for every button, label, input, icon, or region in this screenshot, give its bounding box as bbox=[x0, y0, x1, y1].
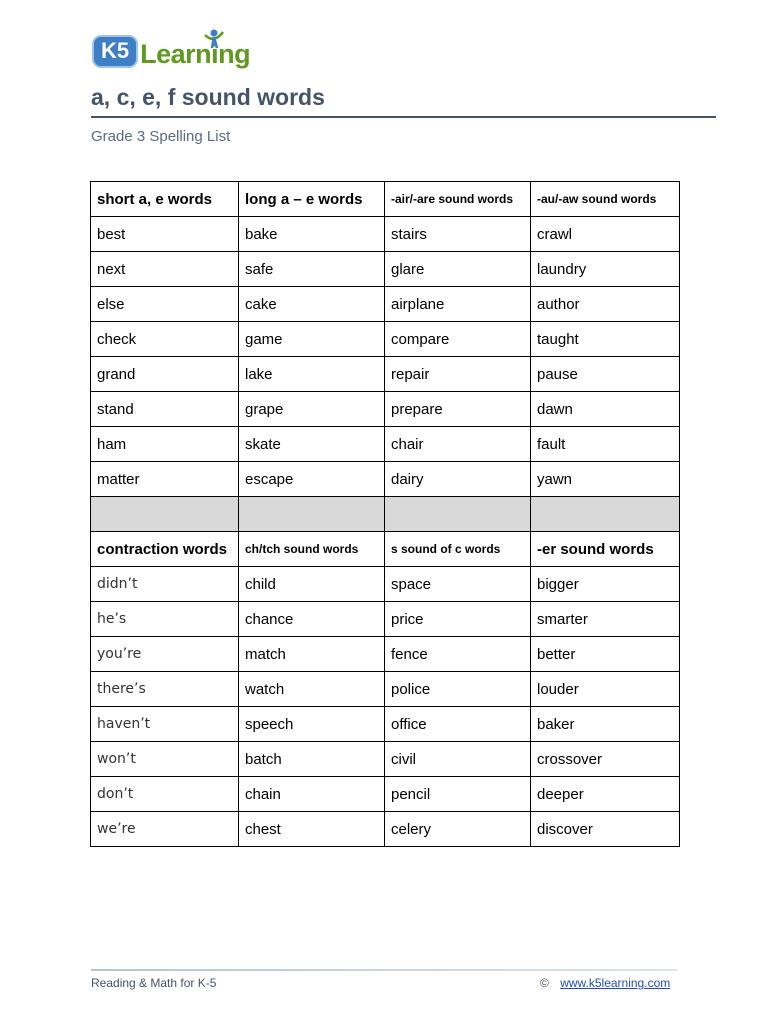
word-cell: price bbox=[385, 602, 531, 637]
word-cell: repair bbox=[385, 357, 531, 392]
word-cell: we’re bbox=[91, 812, 239, 847]
word-cell: smarter bbox=[531, 602, 680, 637]
word-cell: check bbox=[91, 322, 239, 357]
header-row bbox=[91, 532, 680, 567]
word-cell: deeper bbox=[531, 777, 680, 812]
table-row bbox=[91, 392, 680, 427]
column-header: ch/tch sound words bbox=[239, 532, 385, 567]
word-cell: pause bbox=[531, 357, 680, 392]
column-header: -er sound words bbox=[531, 532, 680, 567]
column-header: s sound of c words bbox=[385, 532, 531, 567]
word-cell: fault bbox=[531, 427, 680, 462]
table-row bbox=[91, 812, 680, 847]
word-cell: don’t bbox=[91, 777, 239, 812]
spacer-cell bbox=[385, 497, 531, 532]
column-header: -air/-are sound words bbox=[385, 182, 531, 217]
word-cell: better bbox=[531, 637, 680, 672]
word-cell: baker bbox=[531, 707, 680, 742]
word-cell: celery bbox=[385, 812, 531, 847]
word-cell: cake bbox=[239, 287, 385, 322]
word-cell: louder bbox=[531, 672, 680, 707]
k5-learning-logo bbox=[92, 28, 250, 72]
word-cell: lake bbox=[239, 357, 385, 392]
word-cell: prepare bbox=[385, 392, 531, 427]
k5learning-link[interactable]: www.k5learning.com bbox=[560, 976, 671, 990]
word-cell: speech bbox=[239, 707, 385, 742]
footer-tagline: Reading & Math for K-5 bbox=[91, 976, 217, 990]
logo-wordmark: Learning bbox=[140, 39, 251, 69]
header-row bbox=[91, 182, 680, 217]
word-cell: he’s bbox=[91, 602, 239, 637]
word-cell: yawn bbox=[531, 462, 680, 497]
word-cell: grand bbox=[91, 357, 239, 392]
spacer-cell bbox=[239, 497, 385, 532]
word-cell: crawl bbox=[531, 217, 680, 252]
word-cell: laundry bbox=[531, 252, 680, 287]
table-row bbox=[91, 742, 680, 777]
word-cell: child bbox=[239, 567, 385, 602]
word-cell: you’re bbox=[91, 637, 239, 672]
word-cell: didn’t bbox=[91, 567, 239, 602]
word-cell: author bbox=[531, 287, 680, 322]
section-spacer-row bbox=[91, 497, 680, 532]
word-cell: next bbox=[91, 252, 239, 287]
word-cell: skate bbox=[239, 427, 385, 462]
word-cell: compare bbox=[385, 322, 531, 357]
word-cell: ham bbox=[91, 427, 239, 462]
spelling-word-table bbox=[90, 181, 680, 847]
word-cell: haven’t bbox=[91, 707, 239, 742]
table-row bbox=[91, 672, 680, 707]
table-row bbox=[91, 322, 680, 357]
spelling-table-body bbox=[91, 182, 680, 847]
column-header: short a, e words bbox=[91, 182, 239, 217]
page-subtitle: Grade 3 Spelling List bbox=[91, 128, 231, 145]
word-cell: chain bbox=[239, 777, 385, 812]
word-cell: office bbox=[385, 707, 531, 742]
word-cell: matter bbox=[91, 462, 239, 497]
word-cell: escape bbox=[239, 462, 385, 497]
table-row bbox=[91, 427, 680, 462]
table-row bbox=[91, 217, 680, 252]
word-cell: batch bbox=[239, 742, 385, 777]
word-cell: game bbox=[239, 322, 385, 357]
word-cell: chair bbox=[385, 427, 531, 462]
footer-copyright bbox=[540, 976, 670, 990]
word-cell: crossover bbox=[531, 742, 680, 777]
column-header: contraction words bbox=[91, 532, 239, 567]
spacer-cell bbox=[531, 497, 680, 532]
footer-divider bbox=[91, 969, 677, 971]
table-row bbox=[91, 567, 680, 602]
word-cell: taught bbox=[531, 322, 680, 357]
table-row bbox=[91, 252, 680, 287]
table-row bbox=[91, 777, 680, 812]
word-cell: there’s bbox=[91, 672, 239, 707]
title-divider bbox=[91, 116, 716, 118]
word-cell: best bbox=[91, 217, 239, 252]
table-row bbox=[91, 462, 680, 497]
logo-figure-icon bbox=[202, 28, 226, 50]
word-cell: airplane bbox=[385, 287, 531, 322]
table-row bbox=[91, 287, 680, 322]
word-cell: civil bbox=[385, 742, 531, 777]
word-cell: bake bbox=[239, 217, 385, 252]
word-cell: discover bbox=[531, 812, 680, 847]
column-header: long a – e words bbox=[239, 182, 385, 217]
column-header: -au/-aw sound words bbox=[531, 182, 680, 217]
word-cell: glare bbox=[385, 252, 531, 287]
word-cell: safe bbox=[239, 252, 385, 287]
logo-k5-badge: K5 bbox=[92, 35, 138, 68]
word-cell: bigger bbox=[531, 567, 680, 602]
word-cell: dawn bbox=[531, 392, 680, 427]
word-cell: dairy bbox=[385, 462, 531, 497]
word-cell: won’t bbox=[91, 742, 239, 777]
table-row bbox=[91, 637, 680, 672]
word-cell: fence bbox=[385, 637, 531, 672]
copyright-symbol: © bbox=[540, 976, 549, 990]
word-cell: else bbox=[91, 287, 239, 322]
spacer-cell bbox=[91, 497, 239, 532]
table-row bbox=[91, 602, 680, 637]
word-cell: chance bbox=[239, 602, 385, 637]
page-title: a, c, e, f sound words bbox=[91, 84, 325, 110]
word-cell: watch bbox=[239, 672, 385, 707]
word-cell: stairs bbox=[385, 217, 531, 252]
word-cell: chest bbox=[239, 812, 385, 847]
word-cell: grape bbox=[239, 392, 385, 427]
table-row bbox=[91, 707, 680, 742]
word-cell: stand bbox=[91, 392, 239, 427]
word-cell: pencil bbox=[385, 777, 531, 812]
word-cell: space bbox=[385, 567, 531, 602]
word-cell: police bbox=[385, 672, 531, 707]
table-row bbox=[91, 357, 680, 392]
word-cell: match bbox=[239, 637, 385, 672]
